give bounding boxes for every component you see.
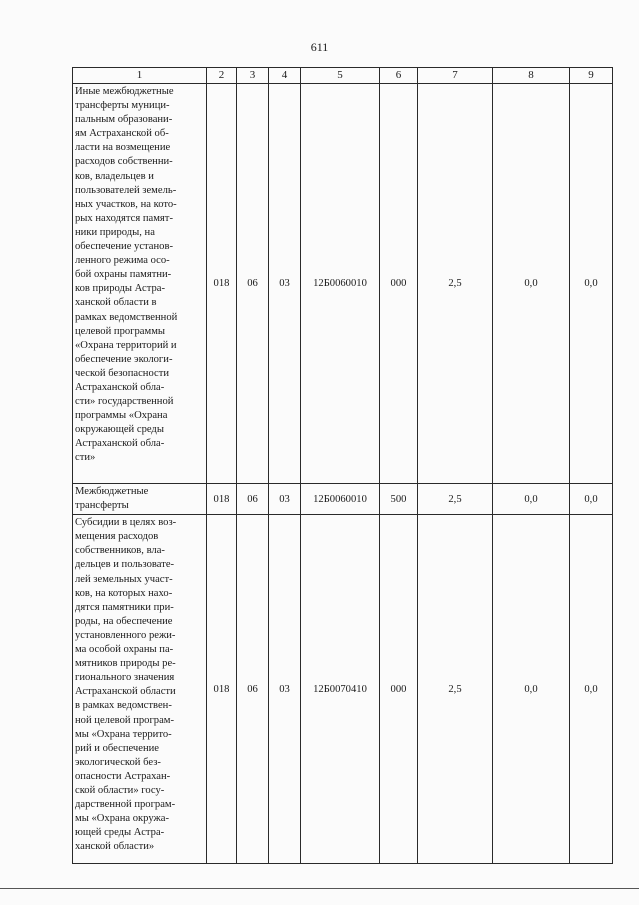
cell-ministry-code: 018	[207, 515, 237, 864]
cell-target-article: 12Б0060010	[301, 484, 380, 515]
table-row	[73, 515, 613, 864]
row-description: Субсидии в целях воз- мещения расходов собственников, вла- дельцев и пользовате- лей земельных участ- ков, на которых нахо- дятся памятники при- роды, на обеспечение установленного режи- ма особой охраны па- мятников природы ре- гионального значения Астраханской области в рамках ведомствен- ной целевой програм- мы «Охрана террито- рий и обеспечение экологической без- опасности Астрахан- ской области» госу- дарственной програм- мы «Охрана окружа- ющей среды Астра- ханской области»	[73, 515, 207, 864]
cell-amount-col8: 0,0	[493, 515, 570, 864]
cell-target-article: 12Б0060010	[301, 84, 380, 484]
cell-expense-type: 000	[380, 84, 418, 484]
cell-section: 06	[237, 515, 269, 864]
header-cell-7: 7	[418, 68, 493, 84]
cell-expense-type: 500	[380, 484, 418, 515]
header-cell-4: 4	[269, 68, 301, 84]
header-cell-6: 6	[380, 68, 418, 84]
bottom-rule	[0, 888, 639, 889]
header-cell-9: 9	[570, 68, 613, 84]
table-row	[73, 84, 613, 484]
row-description: Межбюджетные трансферты	[73, 484, 207, 515]
table-header-row	[73, 68, 613, 84]
cell-ministry-code: 018	[207, 84, 237, 484]
cell-subsection: 03	[269, 484, 301, 515]
cell-expense-type: 000	[380, 515, 418, 864]
header-cell-5: 5	[301, 68, 380, 84]
cell-target-article: 12Б0070410	[301, 515, 380, 864]
budget-table	[72, 67, 613, 864]
cell-amount-col9: 0,0	[570, 484, 613, 515]
cell-amount-col8: 0,0	[493, 84, 570, 484]
header-cell-1: 1	[73, 68, 207, 84]
cell-section: 06	[237, 484, 269, 515]
header-cell-3: 3	[237, 68, 269, 84]
cell-amount-col7: 2,5	[418, 84, 493, 484]
page-number: 611	[310, 40, 329, 54]
cell-subsection: 03	[269, 515, 301, 864]
row-description: Иные межбюджетные трансферты муници- пальным образовани- ям Астраханской об- ласти на возмещение расходов собственни- ков, владельцев и пользователей земель- ных участков, на кото- рых находятся памят- ники природы, на обеспечение установ- ленного режима осо- бой охраны памятни- ков природы Астра- ханской области в рамках ведомственной целевой программы «Охрана территорий и обеспечение экологи- ческой безопасности Астраханской обла- сти» государственной программы «Охрана окружающей среды Астраханской обла- сти»	[73, 84, 207, 484]
cell-amount-col9: 0,0	[570, 515, 613, 864]
cell-subsection: 03	[269, 84, 301, 484]
cell-amount-col8: 0,0	[493, 484, 570, 515]
cell-amount-col7: 2,5	[418, 515, 493, 864]
cell-section: 06	[237, 84, 269, 484]
header-cell-2: 2	[207, 68, 237, 84]
cell-amount-col7: 2,5	[418, 484, 493, 515]
header-cell-8: 8	[493, 68, 570, 84]
cell-amount-col9: 0,0	[570, 84, 613, 484]
table-row	[73, 484, 613, 515]
cell-ministry-code: 018	[207, 484, 237, 515]
